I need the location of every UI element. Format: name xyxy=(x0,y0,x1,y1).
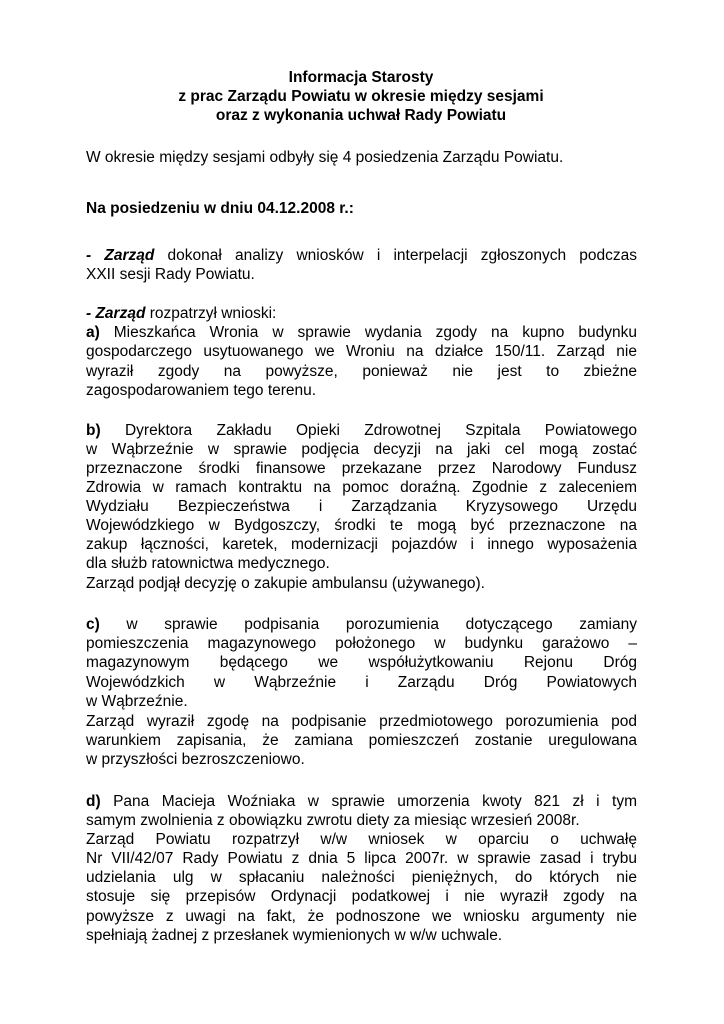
title-line-3: oraz z wykonania uchwał Rady Powiatu xyxy=(215,107,507,124)
item-a-text-1: Mieszkańca Wronia w sprawie wydania zgody na kupno budynku xyxy=(99,324,637,341)
item-b-line-8: dla służb ratownictwa medycznego. xyxy=(86,555,330,572)
item-c-line-4: Wojewódzkich w Wąbrzeźnie i Zarządu Dróg Powiatowych xyxy=(86,674,637,691)
p2-line xyxy=(86,304,276,323)
item-b-line-9: Zarząd podjął decyzję o zakupie ambulansu (używanego). xyxy=(86,575,485,592)
item-b-line-2: w Wąbrzeźnie w sprawie podjęcia decyzji na jaki cel mogą zostać xyxy=(86,441,637,458)
item-c-line-3: magazynowym będącego we współużytkowaniu Rejonu Dróg xyxy=(86,654,637,671)
item-c-line-5: w Wąbrzeźnie. xyxy=(86,693,188,710)
p1-line-1 xyxy=(86,246,637,265)
p2-text: rozpatrzył wnioski: xyxy=(145,305,277,322)
item-a-line-2: gospodarczego usytuowanego we Wroniu na działce 150/11. Zarząd nie xyxy=(86,343,637,360)
item-c-line-2: pomieszczenia magazynowego położonego w budynku garażowo – xyxy=(86,635,637,652)
p1-lead: - Zarząd xyxy=(86,247,155,264)
item-a-marker: a) xyxy=(86,324,100,341)
item-d-line-1 xyxy=(86,792,637,811)
item-b-line-7: zakup łączności, karetek, modernizacji pojazdów i innego wyposażenia xyxy=(86,536,637,553)
intro-text: W okresie między sesjami odbyły się 4 posiedzenia Zarządu Powiatu. xyxy=(86,149,564,166)
item-b-text-1: Dyrektora Zakładu Opieki Zdrowotnej Szpitala Powiatowego xyxy=(100,422,637,439)
item-d-line-5: udzielania ulg w spłacaniu należności pieniężnych, do których nie xyxy=(86,869,637,886)
meeting-heading-text: Na posiedzeniu w dniu 04.12.2008 r.: xyxy=(86,200,354,217)
item-c-line-7: warunkiem zapisania, że zamiana pomieszczeń zostanie uregulowana xyxy=(86,732,637,749)
meeting-heading xyxy=(86,199,354,218)
item-d-line-3: Zarząd Powiatu rozpatrzył w/w wniosek w oparciu o uchwałę xyxy=(86,831,637,848)
item-d-marker: d) xyxy=(86,793,101,810)
title-line-2: z prac Zarządu Powiatu w okresie między sesjami xyxy=(178,88,544,105)
item-b-marker: b) xyxy=(86,422,101,439)
item-c-line-1 xyxy=(86,615,637,634)
item-d-text-1: Pana Macieja Woźniaka w sprawie umorzenia kwoty 821 zł i tym xyxy=(100,793,637,810)
item-d-line-6: stosuje się przepisów Ordynacji podatkowej i nie wyraził zgody na xyxy=(86,888,637,905)
p2-lead: - Zarząd xyxy=(86,305,146,322)
p1-line-2: XXII sesji Rady Powiatu. xyxy=(86,266,255,283)
item-a-line-4: zagospodarowaniem tego terenu. xyxy=(86,382,317,399)
item-b-line-5: Wydziału Bezpieczeństwa i Zarządzania Kryzysowego Urzędu xyxy=(86,498,637,515)
item-b-line-4: Zdrowia w ramach kontraktu na pomoc doraźną. Zgodnie z zaleceniem xyxy=(86,479,637,496)
item-c-line-8: w przyszłości bezroszczeniowo. xyxy=(86,751,305,768)
item-d-line-8: spełniają żadnej z przesłanek wymienionych w w/w uchwale. xyxy=(86,927,503,944)
item-a-line-1 xyxy=(86,323,637,342)
title-line-1: Informacja Starosty xyxy=(288,69,434,86)
item-d-line-2: samym zwolnienia z obowiązku zwrotu diety za miesiąc wrzesień 2008r. xyxy=(86,812,580,829)
item-c-line-6: Zarząd wyraził zgodę na podpisanie przedmiotowego porozumienia pod xyxy=(86,713,637,730)
item-b-line-6: Wojewódzkiego w Bydgoszczy, środki te mogą być przeznaczone na xyxy=(86,517,637,534)
item-b-line-1 xyxy=(86,421,637,440)
p1-text-1: dokonał analizy wniosków i interpelacji zgłoszonych podczas xyxy=(154,247,637,264)
item-c-text-1: w sprawie podpisania porozumienia dotyczącego zamiany xyxy=(99,616,637,633)
item-b-line-3: przeznaczone środki finansowe przekazane przez Narodowy Fundusz xyxy=(86,460,637,477)
item-d-line-7: powyższe z uwagi na fakt, że podnoszone we wniosku argumenty nie xyxy=(86,908,637,925)
item-a-line-3: wyraził zgody na powyższe, ponieważ nie jest to zbieżne xyxy=(86,363,637,380)
item-c-marker: c) xyxy=(86,616,100,633)
item-d-line-4: Nr VII/42/07 Rady Powiatu z dnia 5 lipca 2007r. w sprawie zasad i trybu xyxy=(86,850,637,867)
document-title xyxy=(86,68,636,125)
